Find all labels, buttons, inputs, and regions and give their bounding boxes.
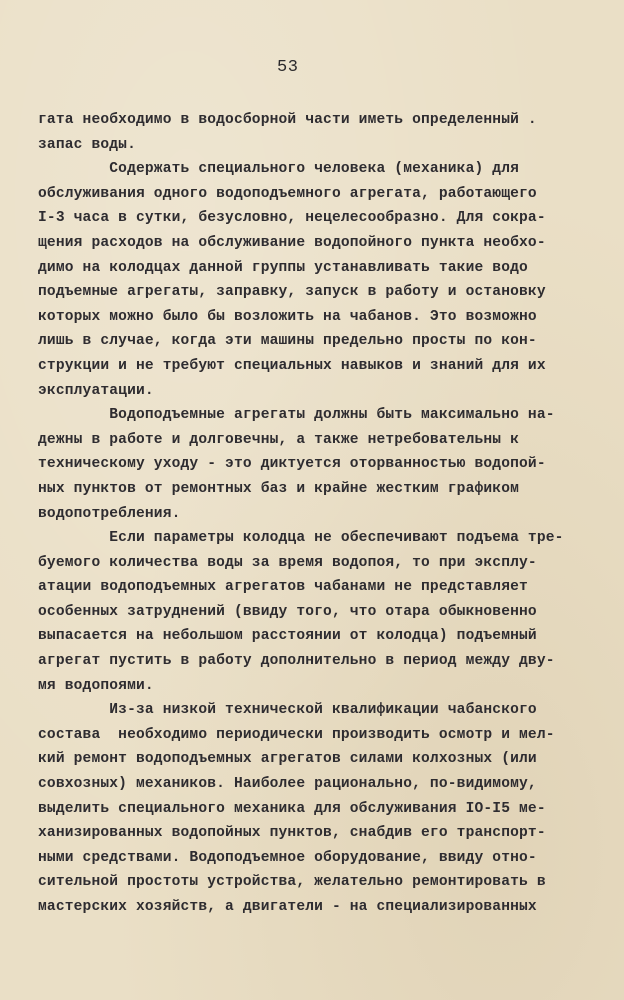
text-line: выпасается на небольшом расстоянии от колодца) подъемный [38, 628, 537, 645]
text-line: атации водоподъемных агрегатов чабанами не представляет [38, 579, 528, 596]
text-line: гата необходимо в водосборной части иметь определенный . [38, 112, 537, 128]
text-line: лишь в случае, когда эти машины предельно просты по кон- [38, 333, 537, 350]
text-line: Из-за низкой технической квалификации чабанского [38, 702, 537, 719]
text-line: подъемные агрегаты, заправку, запуск в работу и остановку [38, 284, 546, 301]
text-line: особенных затруднений (ввиду того, что отара обыкновенно [38, 603, 537, 620]
text-line: Содержать специального человека (механика) для [38, 161, 520, 178]
text-line: ханизированных водопойных пунктов, снабдив его транспорт- [38, 825, 546, 842]
text-line: сительной простоты устройства, желательно ремонтировать в [38, 874, 546, 891]
text-line: дежны в работе и долговечны, а также нетребовательны к [38, 431, 520, 448]
page-number: 53 [277, 58, 299, 77]
text-line: мастерских хозяйств, а двигатели - на специализированных [38, 899, 537, 915]
text-line: выделить специального механика для обслуживания IO-I5 ме- [38, 800, 546, 817]
body-text [38, 108, 578, 920]
text-line: водопотребления. [38, 505, 181, 522]
text-line: мя водопоями. [38, 677, 154, 694]
text-line: состава необходимо периодически производить осмотр и мел- [38, 726, 555, 743]
text-line: агрегат пустить в работу дополнительно в период между дву- [38, 653, 555, 670]
text-line: техническому уходу - это диктуется оторванностью водопой- [38, 456, 546, 473]
text-line: щения расходов на обслуживание водопойного пункта необхо- [38, 234, 546, 251]
text-line: ными средствами. Водоподъемное оборудование, ввиду отно- [38, 849, 537, 866]
text-line: Водоподъемные агрегаты должны быть максимально на- [38, 407, 555, 424]
text-line: запас воды. [38, 136, 136, 153]
text-line: эксплуатации. [38, 382, 154, 399]
text-line: обслуживания одного водоподъемного агрегата, работающего [38, 185, 537, 202]
text-line: I-3 часа в сутки, безусловно, нецелесообразно. Для сокра- [38, 210, 546, 227]
text-line: струкции и не требуют специальных навыков и знаний для их [38, 357, 546, 374]
text-line: димо на колодцах данной группы устанавливать такие водо [38, 259, 528, 276]
text-line: Если параметры колодца не обеспечивают подъема тре- [38, 530, 564, 547]
text-line: совхозных) механиков. Наиболее рационально, по-видимому, [38, 776, 537, 793]
text-line: ных пунктов от ремонтных баз и крайне жестким графиком [38, 480, 520, 497]
text-line: кий ремонт водоподъемных агрегатов силами колхозных (или [38, 751, 537, 768]
text-line: буемого количества воды за время водопоя, то при эксплу- [38, 554, 537, 571]
text-line: которых можно было бы возложить на чабанов. Это возможно [38, 308, 537, 325]
